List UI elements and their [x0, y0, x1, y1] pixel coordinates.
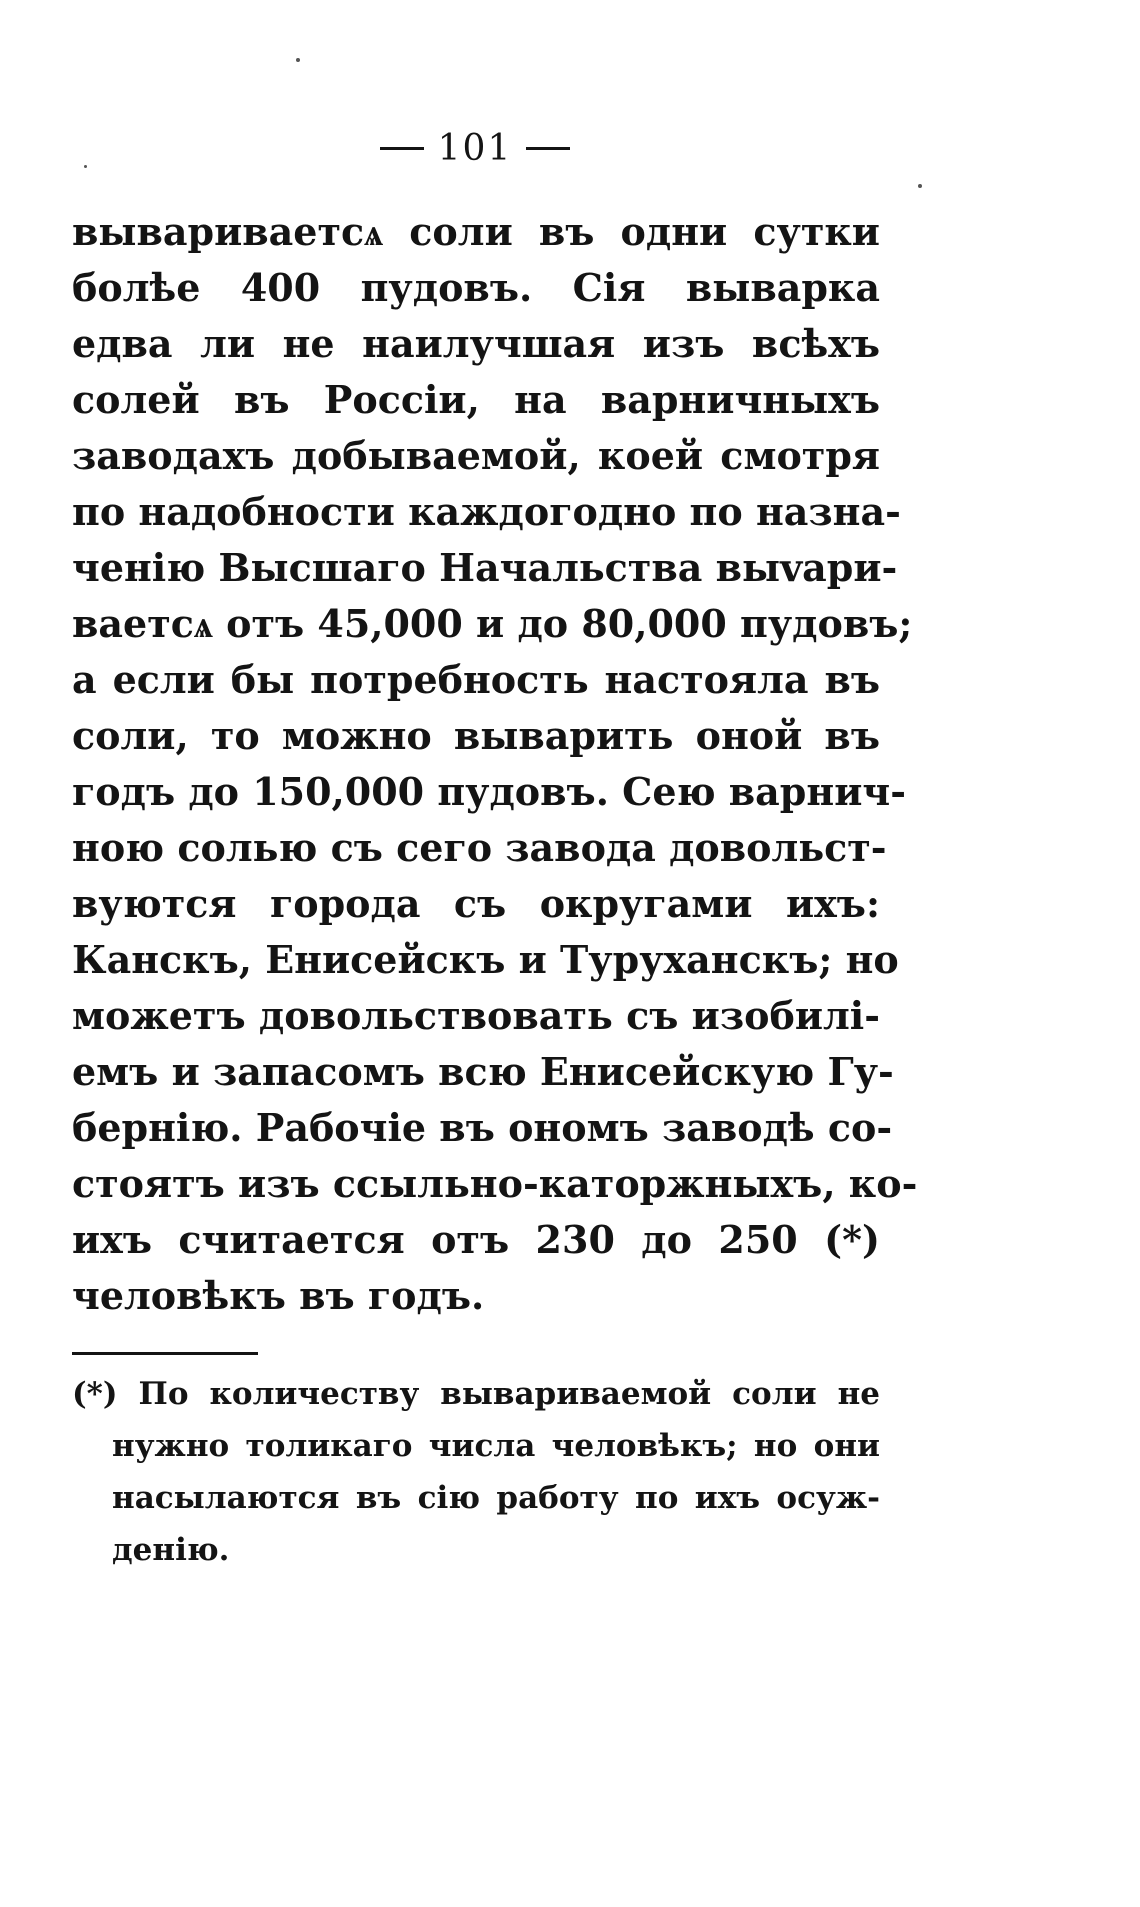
text-line: а если бы потребность настояла въ [72, 657, 880, 702]
text-line: ченію Высшаго Начальства выvари- [72, 545, 898, 590]
text-line: ихъ считается отъ 230 до 250 (*) [72, 1217, 880, 1262]
text-line: по надобности каждогодно по назна- [72, 489, 901, 534]
page-number: 101 [437, 127, 513, 169]
footnote-rule [72, 1352, 258, 1355]
text-line: стоятъ изъ ссыльно-каторжныхъ, ко- [72, 1161, 918, 1206]
text-line: солей въ Россіи, на варничныхъ [72, 377, 880, 422]
text-line: едва ли не наилучшая изъ всѣхъ [72, 321, 880, 366]
ink-speck [296, 58, 300, 62]
text-line: годъ до 150,000 пудовъ. Сею варнич- [72, 769, 906, 814]
main-text [72, 204, 918, 1324]
text-line: соли, то можно выварить оной въ [72, 713, 880, 758]
text-line: вуются города съ округами ихъ: [72, 881, 880, 926]
footnote-line: (*) По количеству вывариваемой соли не [72, 1376, 880, 1412]
text-line: емъ и запасомъ всю Енисейскую Гу- [72, 1049, 894, 1094]
ink-speck [918, 184, 922, 188]
footnote-line: денію. [112, 1532, 230, 1568]
header-dash-right [526, 147, 570, 150]
footnote-line: нужно толикаго числа человѣкъ; но они [112, 1428, 880, 1464]
text-line: Канскъ, Енисейскъ и Туруханскъ; но [72, 937, 899, 982]
header-dash-left [380, 147, 424, 150]
text-line: бернію. Рабочіе въ ономъ заводѣ со- [72, 1105, 893, 1150]
text-line: ваетсѧ отъ 45,000 и до 80,000 пудовъ; [72, 601, 913, 646]
text-line: ною солью съ сего завода довольст- [72, 825, 887, 870]
text-line: вывариваетсѧ соли въ одни сутки [72, 209, 880, 254]
text-line: человѣкъ въ годъ. [72, 1273, 485, 1318]
footnote [72, 1368, 880, 1576]
ink-speck [84, 165, 87, 168]
text-line: заводахъ добываемой, коей смотря [72, 433, 880, 478]
text-line: можетъ довольствовать съ изобилі- [72, 993, 880, 1038]
page-header [360, 128, 590, 168]
footnote-line: насылаются въ сію работу по ихъ осуж- [112, 1480, 880, 1516]
text-line: болѣе 400 пудовъ. Сія выварка [72, 265, 880, 310]
